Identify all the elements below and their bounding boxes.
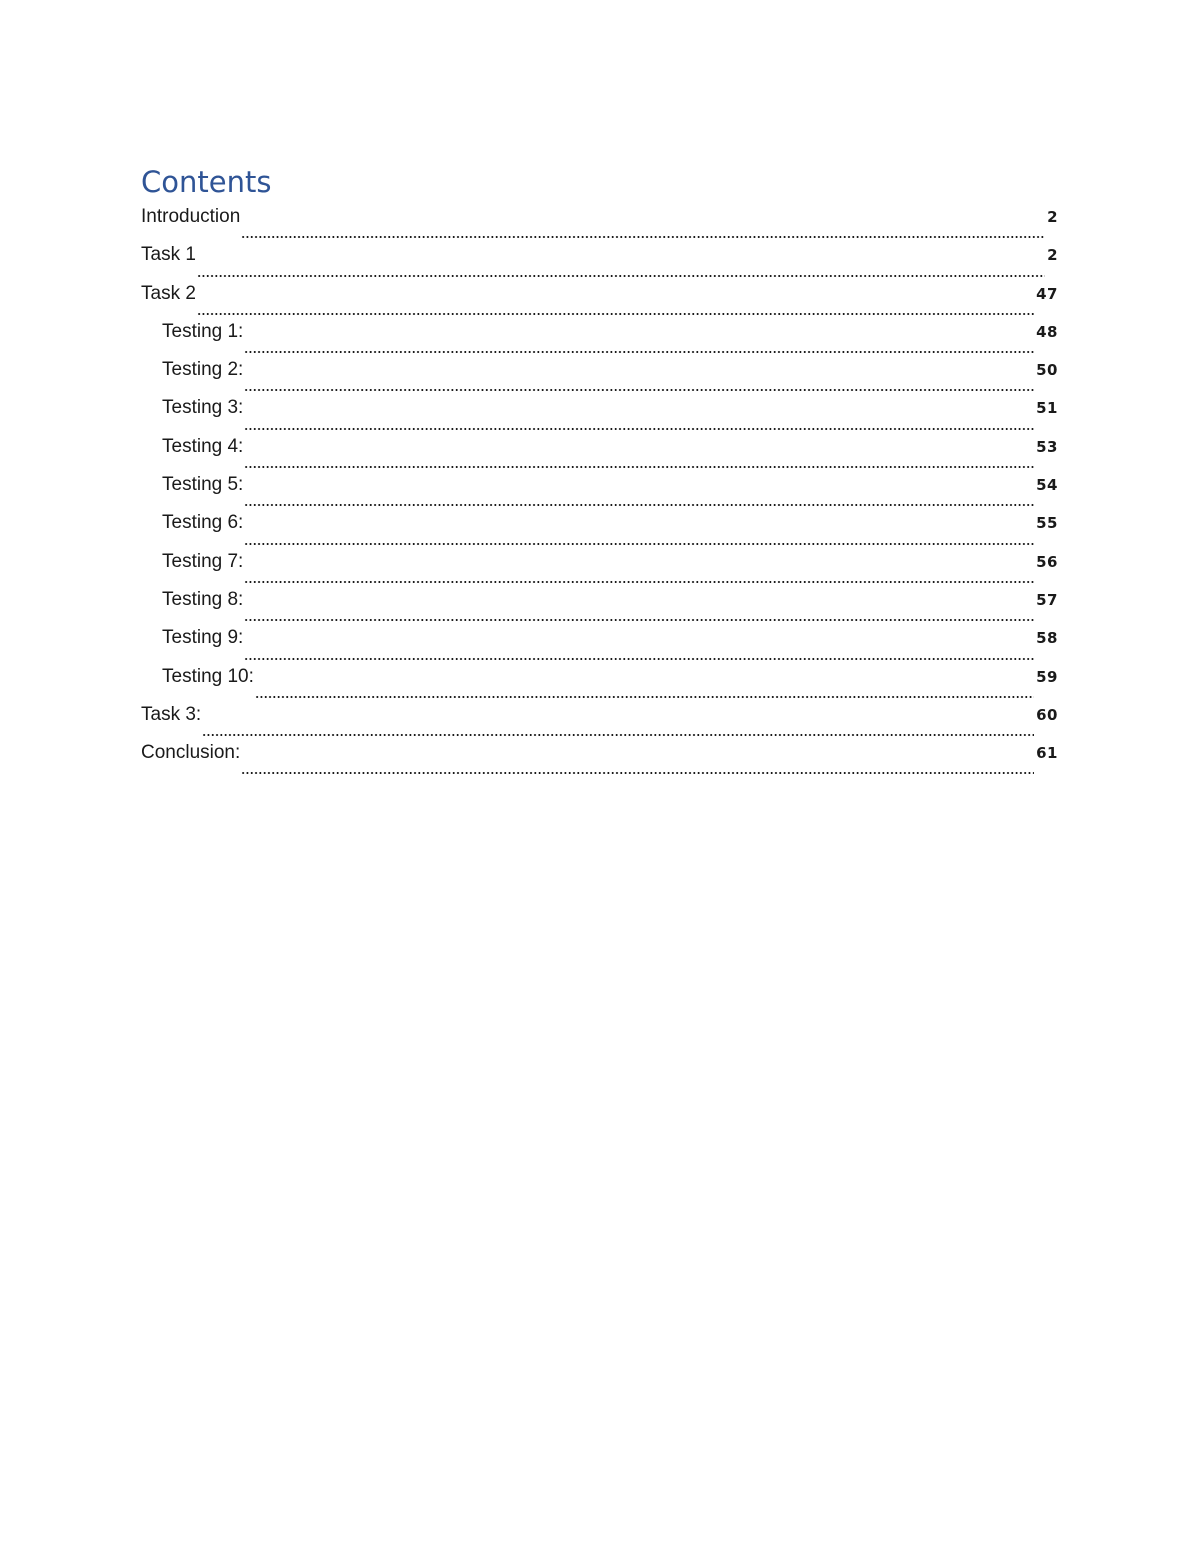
toc-entry-task-2[interactable] (141, 283, 1058, 321)
toc-page-number: 53 (1036, 437, 1058, 456)
toc-entry-title: Testing 9: (162, 627, 244, 649)
toc-dot-leader (197, 274, 1045, 278)
toc-dot-leader (244, 350, 1034, 354)
toc-page-number: 48 (1036, 322, 1058, 341)
toc-entry-introduction[interactable] (141, 206, 1058, 244)
toc-entry-testing-3[interactable] (141, 397, 1058, 435)
toc-entry-testing-4[interactable] (141, 436, 1058, 474)
toc-entry-task-1[interactable] (141, 244, 1058, 282)
toc-dot-leader (244, 388, 1034, 392)
toc-entry-testing-2[interactable] (141, 359, 1058, 397)
toc-entry-testing-10[interactable] (141, 666, 1058, 704)
toc-page-number: 2 (1047, 246, 1058, 265)
toc-dot-leader (241, 771, 1034, 775)
toc-dot-leader (255, 695, 1034, 699)
toc-entry-testing-6[interactable] (141, 512, 1058, 550)
toc-entry-testing-9[interactable] (141, 627, 1058, 665)
toc-entry-title: Task 2 (141, 282, 196, 304)
toc-page-number: 55 (1036, 514, 1058, 533)
toc-entry-title: Testing 7: (162, 550, 244, 572)
toc-dot-leader (244, 465, 1034, 469)
toc-page-number: 54 (1036, 476, 1058, 495)
toc-page-number: 47 (1036, 284, 1058, 303)
toc-entry-title: Testing 8: (162, 588, 244, 610)
toc-page-number: 57 (1036, 590, 1058, 609)
toc-dot-leader (202, 733, 1034, 737)
toc-dot-leader (244, 427, 1034, 431)
toc-dot-leader (197, 312, 1034, 316)
toc-dot-leader (244, 580, 1034, 584)
toc-entry-testing-1[interactable] (141, 321, 1058, 359)
toc-page-number: 51 (1036, 399, 1058, 418)
toc-entry-title: Task 3: (141, 703, 202, 725)
toc-entry-title: Introduction (141, 206, 241, 227)
toc-entry-title: Task 1 (141, 244, 196, 266)
toc-entry-title: Testing 4: (162, 435, 244, 457)
toc-dot-leader (241, 235, 1045, 239)
toc-entry-title: Testing 1: (162, 320, 244, 342)
toc-page-number: 60 (1036, 705, 1058, 724)
toc-dot-leader (244, 542, 1034, 546)
toc-entry-title: Testing 10: (162, 665, 254, 687)
toc-page-number: 61 (1036, 744, 1058, 763)
toc-page-number: 58 (1036, 629, 1058, 648)
toc-entry-title: Testing 2: (162, 359, 244, 381)
toc-page-number: 2 (1047, 208, 1058, 226)
toc-heading: Contents (141, 165, 272, 199)
toc-entry-title: Testing 5: (162, 474, 244, 496)
toc-entry-conclusion[interactable] (141, 742, 1058, 780)
toc-page-number: 56 (1036, 552, 1058, 571)
toc-entry-title: Conclusion: (141, 742, 241, 764)
toc-entry-testing-7[interactable] (141, 551, 1058, 589)
table-of-contents (141, 160, 1058, 780)
toc-page-number: 50 (1036, 361, 1058, 380)
toc-entry-title: Testing 6: (162, 512, 244, 534)
toc-entry-testing-8[interactable] (141, 589, 1058, 627)
toc-entry-testing-5[interactable] (141, 474, 1058, 512)
toc-entry-title: Testing 3: (162, 397, 244, 419)
toc-dot-leader (244, 503, 1034, 507)
toc-entry-task-3[interactable] (141, 704, 1058, 742)
toc-page-number: 59 (1036, 667, 1058, 686)
toc-dot-leader (244, 618, 1034, 622)
toc-dot-leader (244, 657, 1034, 661)
